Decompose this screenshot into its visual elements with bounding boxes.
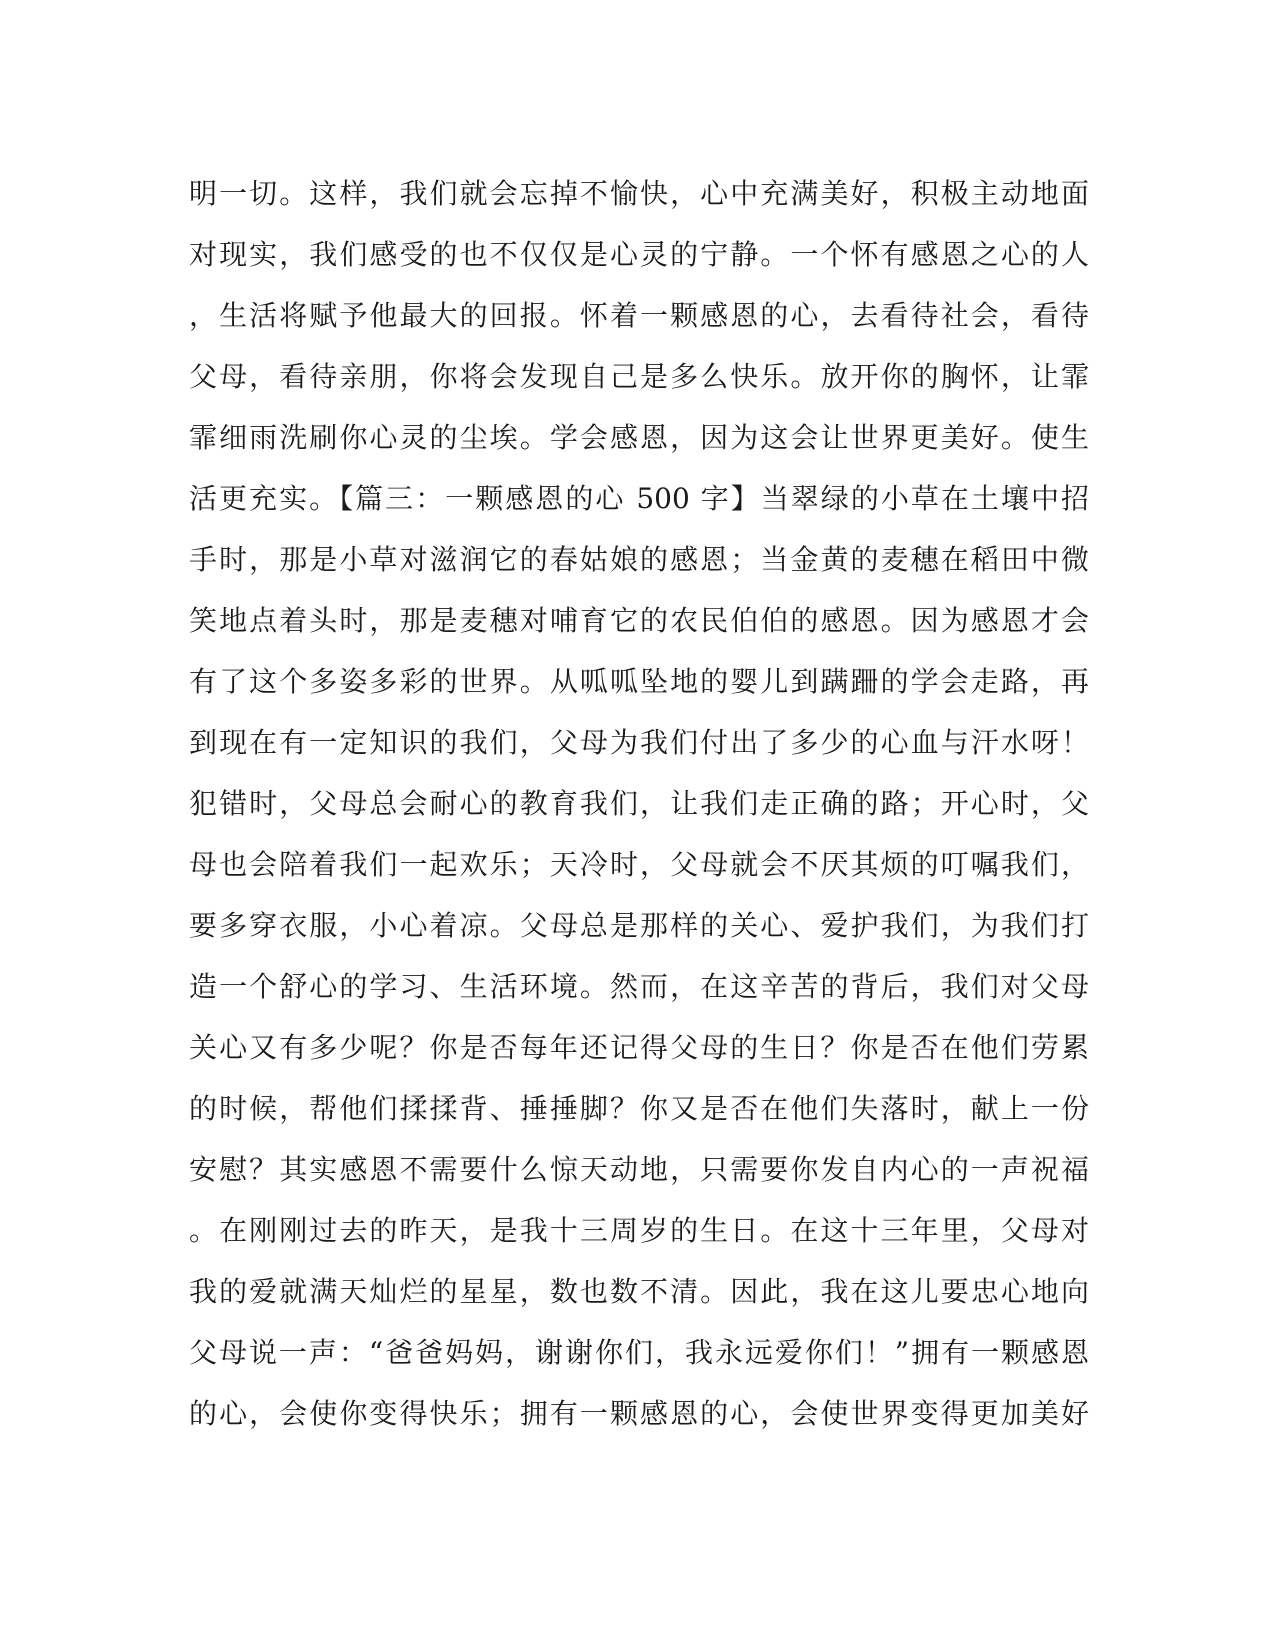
text-line: 。在刚刚过去的昨天，是我十三周岁的生日。在这十三年里，父母对: [189, 1214, 1089, 1247]
text-line: 母也会陪着我们一起欢乐；天冷时，父母就会不厌其烦的叮嘱我们，: [189, 848, 1089, 881]
text-line: 对现实，我们感受的也不仅仅是心灵的宁静。一个怀有感恩之心的人: [189, 238, 1089, 271]
text-line: 的时候，帮他们揉揉背、捶捶脚？你又是否在他们失落时，献上一份: [189, 1092, 1089, 1125]
text-line: ，生活将赋予他最大的回报。怀着一颗感恩的心，去看待社会，看待: [189, 299, 1089, 332]
text-line: 有了这个多姿多彩的世界。从呱呱坠地的婴儿到蹒跚的学会走路，再: [189, 665, 1089, 698]
text-line: 父母，看待亲朋，你将会发现自己是多么快乐。放开你的胸怀，让霏: [189, 360, 1089, 393]
text-line: 造一个舒心的学习、生活环境。然而，在这辛苦的背后，我们对父母: [189, 970, 1089, 1003]
text-line: 我的爱就满天灿烂的星星，数也数不清。因此，我在这儿要忠心地向: [189, 1275, 1089, 1308]
text-line: 明一切。这样，我们就会忘掉不愉快，心中充满美好，积极主动地面: [189, 177, 1089, 210]
text-line: 安慰？其实感恩不需要什么惊天动地，只需要你发自内心的一声祝福: [189, 1153, 1089, 1186]
text-line: 到现在有一定知识的我们，父母为我们付出了多少的心血与汗水呀！: [189, 726, 1089, 759]
text-line: 犯错时，父母总会耐心的教育我们，让我们走正确的路；开心时，父: [189, 787, 1089, 820]
text-line: 笑地点着头时，那是麦穗对哺育它的农民伯伯的感恩。因为感恩才会: [189, 604, 1089, 637]
text-line: 父母说一声：“爸爸妈妈，谢谢你们，我永远爱你们！”拥有一颗感恩: [189, 1336, 1089, 1369]
text-line: 关心又有多少呢？你是否每年还记得父母的生日？你是否在他们劳累: [189, 1031, 1089, 1064]
text-line: 手时，那是小草对滋润它的春姑娘的感恩；当金黄的麦穗在稻田中微: [189, 543, 1089, 576]
text-line: 的心，会使你变得快乐；拥有一颗感恩的心，会使世界变得更加美好: [189, 1397, 1089, 1430]
text-line: 活更充实。【篇三：一颗感恩的心 500 字】当翠绿的小草在土壤中招: [189, 482, 1089, 515]
body-text: [189, 163, 1089, 1444]
text-line: 霏细雨洗刷你心灵的尘埃。学会感恩，因为这会让世界更美好。使生: [189, 421, 1089, 454]
text-line: 要多穿衣服，小心着凉。父母总是那样的关心、爱护我们，为我们打: [189, 909, 1089, 942]
